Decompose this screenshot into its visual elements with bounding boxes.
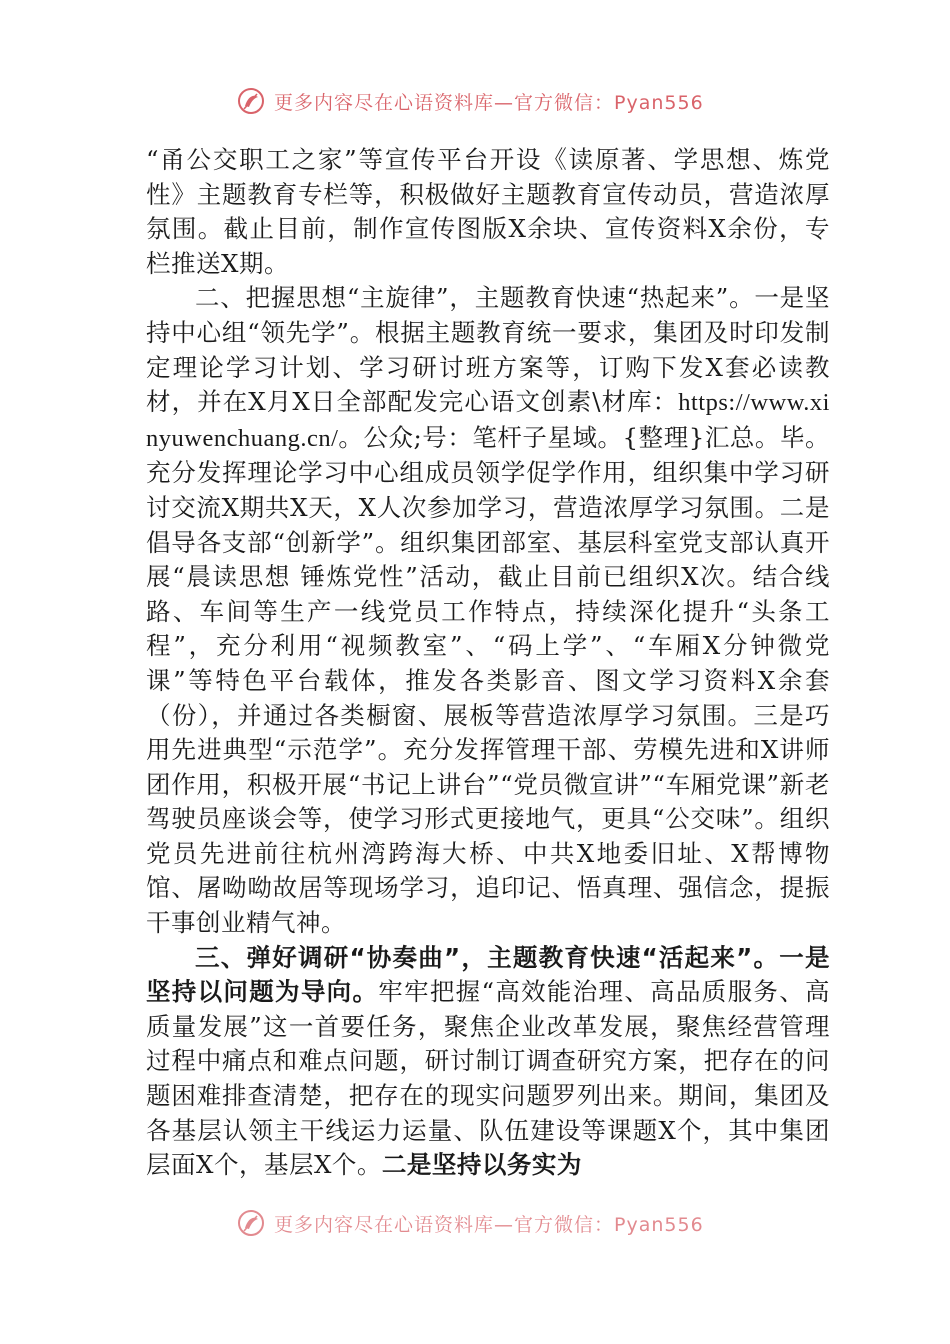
paragraph-2-text-a: 二、把握思想“主旋律”，主题教育快速“热起来”。一是坚持中心组“领先学”。根据主题教育统一要求，集团及时印发制定理论学习计划、学习研讨班方案等，订购下发X套必读教材，并在X月X日全部配发完心语文创素\材库： [146, 283, 830, 417]
logo-icon [236, 86, 266, 116]
paragraph-3-text-a: 牢牢把握“高效能治理、高品质服务、高质量发展”这一首要任务，聚焦企业改革发展，聚焦经营管理过程中痛点和难点问题，研讨制订调查研究方案，把存在的问题困难排查清楚，把存在的现实问题罗列出来。期间，集团及各基层认领主干线运力运量、队伍建设等课题X个，其中集团层面X个，基层X个。 [146, 977, 830, 1180]
watermark-header [236, 86, 704, 116]
section-3-heading: 三、弹好调研“协奏曲”，主题教育快速“活起来”。一是坚持以问题为导向。 [146, 942, 830, 1007]
watermark-text: 更多内容尽在心语资料库—官方微信：Pyan556 [274, 91, 704, 114]
watermark-footer [236, 1208, 704, 1238]
paragraph-1: “甬公交职工之家”等宣传平台开设《读原著、学思想、炼党性》主题教育专栏等，积极做好主题教育宣传动员，营造浓厚氛围。截止目前，制作宣传图版X余块、宣传资料X余份，专栏推送X期。 [146, 145, 830, 278]
url-text: https://www.xinyuwenchuang.cn/ [146, 389, 830, 452]
paragraph-2-text-b: 。公众;号：笔杆子星域。{整理}汇总。毕。充分发挥理论学习中心组成员领学促学作用，组织集中学习研讨交流X期共X天，X人次参加学习，营造浓厚学习氛围。二是倡导各支部“创新学”。组织集团部室、基层科室党支部认真开展“晨读思想 锤炼党性”活动，截止目前已组织X次。结合线路、车间等生产一线党员工作特点，持续深化提升“头条工程”，充分利用“视频教室”、“码上学”、“车厢X分钟微党课”等特色平台载体，推发各类影音、图文学习资料X余套（份），并通过各类橱窗、展板等营造浓厚学习氛围。三是巧用先进典型“示范学”。充分发挥管理干部、劳模先进和X讲师团作用，积极开展“书记上讲台”“党员微宣讲”“车厢党课”新老驾驶员座谈会等，使学习形式更接地气，更具“公交味”。组织党员先进前往杭州湾跨海大桥、中共X地委旧址、X帮博物馆、屠呦呦故居等现场学习，追印记、悟真理、强信念，提振干事创业精气神。 [146, 422, 830, 938]
paragraph-3 [146, 941, 830, 1183]
watermark-text: 更多内容尽在心语资料库—官方微信：Pyan556 [274, 1213, 704, 1236]
logo-icon [236, 1208, 266, 1238]
document-body [146, 143, 830, 1183]
paragraph-2 [146, 281, 830, 940]
paragraph-3-bold-tail: 二是坚持以务实为 [381, 1150, 582, 1180]
